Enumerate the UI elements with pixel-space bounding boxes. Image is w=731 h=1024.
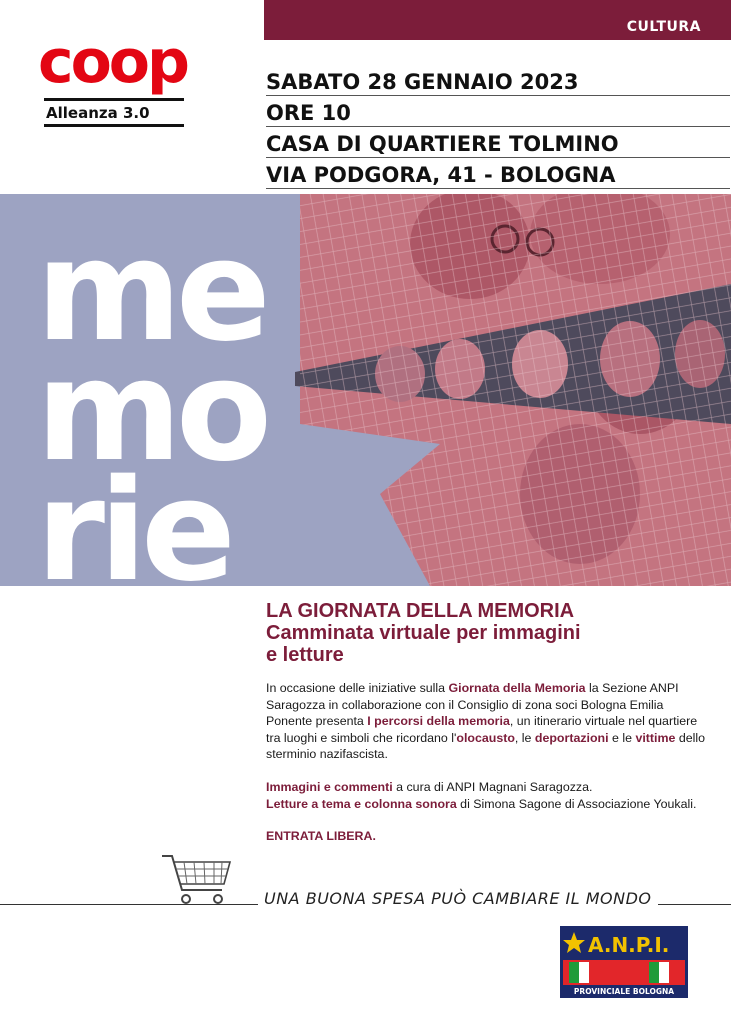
- svg-text:A.N.P.I.: A.N.P.I.: [588, 933, 670, 957]
- event-date-row: [266, 64, 730, 96]
- event-venue-row: [266, 126, 730, 158]
- intro-text: , un itinerario virtuale nel quartiere tra luoghi e simboli che ricordano l': [266, 714, 698, 745]
- hero-word-3: rie: [36, 450, 230, 586]
- svg-text:PROVINCIALE BOLOGNA: PROVINCIALE BOLOGNA: [573, 987, 675, 996]
- logo-rule-top: [44, 98, 184, 101]
- headline-subtitle-2: e letture: [266, 644, 344, 666]
- intro-paragraph: [266, 680, 711, 763]
- event-address-row: [266, 157, 730, 189]
- hero-word-2: mo: [36, 330, 267, 493]
- highlight-percorsi: I percorsi della memoria: [367, 714, 510, 729]
- category-bar: [264, 0, 731, 40]
- event-venue: CASA DI QUARTIERE TOLMINO: [266, 132, 619, 156]
- event-time: ORE 10: [266, 101, 351, 125]
- free-entry-label: ENTRATA LIBERA.: [266, 829, 376, 844]
- credits-paragraph: [266, 779, 711, 812]
- logo-rule-bottom: [44, 124, 184, 127]
- highlight-olocausto: olocausto: [456, 730, 515, 745]
- highlight-vittime: vittime: [635, 730, 676, 745]
- highlight-deportazioni: deportazioni: [534, 730, 609, 745]
- anpi-logo: [560, 926, 688, 998]
- intro-text: dello sterminio nazifascista.: [266, 730, 705, 762]
- headline: [266, 600, 706, 666]
- credits-text: a cura di ANPI Magnani Saragozza.: [392, 779, 593, 794]
- coop-logo: [38, 36, 190, 96]
- credits-text: di Simona Sagone di Associazione Youkali.: [456, 796, 697, 811]
- highlight-immagini: Immagini e commenti: [266, 779, 393, 794]
- svg-text:coop: coop: [38, 36, 187, 96]
- event-date: SABATO 28 GENNAIO 2023: [266, 70, 579, 94]
- intro-text: , le: [514, 730, 535, 745]
- highlight-letture: Letture a tema e colonna sonora: [266, 796, 457, 811]
- photo-tint-area: [295, 194, 731, 586]
- highlight-giornata: Giornata della Memoria: [448, 681, 586, 695]
- hero-word-1: me: [36, 210, 265, 373]
- body-text: [266, 680, 711, 861]
- category-label: CULTURA: [626, 19, 701, 35]
- slogan: UNA BUONA SPESA PUÒ CAMBIARE IL MONDO: [258, 889, 658, 908]
- shopping-cart-icon: [160, 852, 236, 908]
- hero-band: [0, 194, 731, 586]
- event-address: VIA PODGORA, 41 - BOLOGNA: [266, 163, 616, 187]
- event-time-row: [266, 95, 730, 127]
- headline-title: LA GIORNATA DELLA MEMORIA: [266, 600, 575, 622]
- intro-text: In occasione delle iniziative sulla: [266, 681, 449, 695]
- entry-paragraph: [266, 828, 711, 845]
- intro-text: e le: [608, 730, 636, 745]
- intro-text: la Sezione ANPI Saragozza in collaborazione con il Consiglio di zona soci Bologna Emilia Ponente presenta: [266, 681, 679, 729]
- headline-subtitle-1: Camminata virtuale per immagini: [266, 622, 581, 644]
- alliance-subtitle: Alleanza 3.0: [46, 104, 150, 122]
